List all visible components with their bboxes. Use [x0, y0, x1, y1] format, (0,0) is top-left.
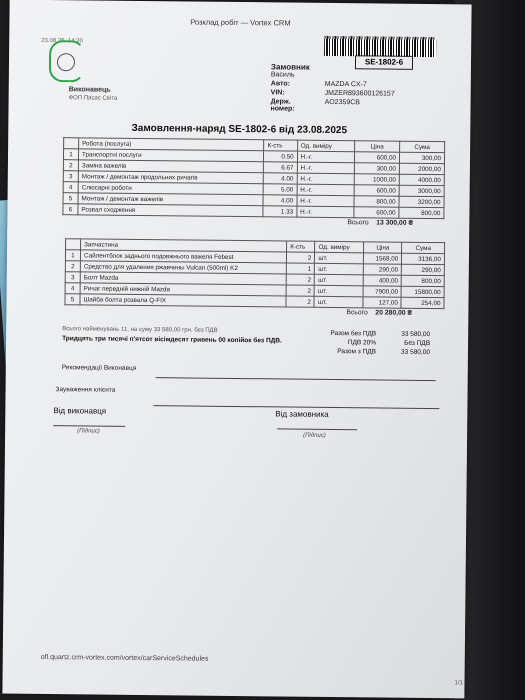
total-without-vat: Разом без ПДВ 33 580,00 — [330, 329, 431, 339]
row-price: 600,00 — [354, 185, 399, 196]
total-with-vat: Разом з ПДВ 33 580,00 — [337, 348, 431, 357]
signature-executor-hint: (Підпис) — [77, 428, 100, 435]
row-qty: 2 — [286, 285, 314, 296]
row-sum: 3136,00 — [402, 253, 445, 264]
row-qty: 6.67 — [264, 162, 297, 173]
row-qty: 1 — [286, 263, 314, 274]
row-number: 1 — [63, 149, 78, 160]
row-name: Заміна важелів — [78, 160, 263, 173]
printed-work-order-sheet — [2, 0, 471, 698]
row-name: Сайлентблок заднього подовжнього важеля Febest — [80, 250, 286, 263]
signature-customer-line — [277, 428, 357, 430]
row-price: 600,00 — [355, 152, 400, 163]
row-number: 2 — [63, 160, 78, 171]
row-price: 127,00 — [363, 297, 401, 308]
col-price: Ціна — [355, 141, 400, 152]
row-price: 300,00 — [354, 163, 399, 174]
row-price: 1000,00 — [354, 174, 399, 185]
customer-field-plate: Держ. номер: AO2359CB — [270, 98, 361, 113]
customer-block — [270, 62, 395, 113]
services-table — [62, 137, 445, 219]
row-name: Транспортні послуги — [78, 149, 263, 162]
row-qty: 2 — [287, 252, 315, 263]
summary-amount-in-words: Тридцять три тисячі п'ятсот вісімдесят гривень 00 копійок без ПДВ. — [62, 335, 282, 345]
executor-label: Виконавець — [68, 86, 111, 94]
col-qty: К-сть — [287, 241, 315, 252]
row-unit: Н.-г. — [297, 206, 355, 218]
row-sum: 2000,00 — [399, 163, 444, 174]
footer-url: ofl.quartz.crm-vortex.com/vortex/carServiceSchedules — [40, 653, 209, 663]
row-unit: шт. — [314, 296, 363, 308]
row-unit: Н.-г. — [297, 173, 355, 185]
recommendations-line — [156, 377, 436, 381]
col-qty: К-сть — [264, 140, 297, 151]
customer-title: Замовник — [270, 62, 310, 72]
row-name: Средство для удаления ржавчины Vulcan (500ml) K2 — [80, 261, 286, 274]
row-number: 3 — [65, 272, 80, 283]
row-price: 290,00 — [364, 264, 402, 275]
row-qty: 2 — [286, 296, 314, 307]
row-price: 600,00 — [354, 207, 399, 218]
print-datetime: 23.08.25, 14:30 — [41, 37, 83, 45]
totals-block — [306, 330, 430, 358]
row-number: 4 — [63, 182, 78, 193]
row-qty: 4.00 — [263, 195, 296, 206]
row-name: Ричаг передній нижній Mazda — [80, 283, 286, 296]
row-number: 6 — [63, 204, 78, 215]
signature-customer-label: Від замовника — [275, 409, 329, 419]
row-number: 4 — [65, 283, 80, 294]
row-name: Монтаж / демонтаж продольних ричагів — [78, 171, 263, 184]
row-unit: шт. — [315, 285, 364, 297]
row-name: Болт Mazda — [80, 272, 286, 285]
row-price: 800,00 — [354, 196, 399, 207]
row-name: Шайба болта розвала Q-FIX — [80, 294, 286, 307]
col-unit: Од. виміру — [315, 241, 364, 253]
parts-table — [64, 238, 445, 309]
col-part: Запчастина — [81, 239, 287, 252]
row-unit: шт. — [315, 252, 364, 264]
row-sum: 800,00 — [402, 275, 445, 286]
row-unit: Н.-г. — [297, 151, 355, 163]
row-unit: шт. — [315, 274, 364, 286]
row-qty: 0.50 — [264, 151, 297, 162]
page-number: 1/1 — [454, 680, 463, 687]
recommendations-label: Рекомендації Виконавця — [61, 364, 137, 372]
row-number: 5 — [65, 294, 80, 305]
services-total: Всього 13 300,00 ₴ — [347, 219, 413, 227]
row-name: Розвал сходження — [78, 204, 263, 217]
row-qty: 5.00 — [263, 184, 296, 195]
row-sum: 290,00 — [402, 264, 445, 275]
row-sum: 15800,00 — [401, 286, 444, 297]
col-unit: Од. виміру — [297, 140, 355, 152]
client-notes-line — [153, 405, 439, 409]
row-qty: 2 — [286, 274, 314, 285]
row-sum: 3000,00 — [399, 185, 444, 196]
row-unit: Н.-г. — [297, 184, 355, 196]
client-notes-label: Зауваження клієнта — [55, 386, 116, 394]
row-price: 7900,00 — [363, 286, 401, 297]
row-qty: 1.33 — [263, 206, 296, 217]
page-header-title: Розклад робіт — Vortex CRM — [190, 17, 291, 28]
row-number: 5 — [63, 193, 78, 204]
barcode — [324, 36, 436, 57]
row-unit: Н.-г. — [297, 195, 355, 207]
signature-executor-label: Від виконавця — [53, 406, 107, 416]
row-price: 400,00 — [363, 275, 401, 286]
col-service: Робота (послуга) — [79, 138, 264, 151]
row-name: Слюсарні роботи — [78, 182, 263, 195]
row-sum: 800,00 — [399, 207, 444, 218]
row-number: 2 — [65, 261, 80, 272]
row-sum: 254,00 — [401, 297, 444, 308]
row-sum: 300,00 — [400, 152, 445, 163]
signature-customer-hint: (Підпис) — [303, 432, 326, 439]
document-code: SE-1802-6 — [355, 55, 413, 70]
order-title: Замовлення-наряд SE-1802-6 від 23.08.2025 — [131, 122, 348, 137]
company-logo-icon — [57, 53, 75, 71]
row-number: 1 — [65, 250, 80, 261]
row-unit: шт. — [315, 263, 364, 275]
row-unit: Н.-г. — [297, 162, 355, 174]
signature-executor-line — [53, 425, 125, 427]
row-sum: 3200,00 — [399, 196, 444, 207]
col-price: Ціна — [364, 242, 402, 253]
customer-field-car: Авто: MAZDA CX-7 — [270, 80, 367, 89]
row-qty: 4.00 — [264, 173, 297, 184]
row-sum: 4000,00 — [399, 174, 444, 185]
parts-total: Всього 20 280,00 ₴ — [346, 309, 413, 317]
row-number: 3 — [63, 171, 78, 182]
vat-row: ПДВ 20% Без ПДВ — [347, 339, 431, 348]
row-name: Монтаж / демонтаж важелів — [78, 193, 263, 206]
executor-name: ФОП Пасас Світа — [68, 95, 118, 102]
summary-text: Всього найменувань 11, на суму 33 580,00 грн. без ПДВ — [62, 326, 218, 334]
row-price: 1568,00 — [364, 253, 402, 264]
customer-name: Василь — [270, 71, 295, 79]
col-sum: Сума — [402, 242, 445, 253]
customer-field-vin: VIN: JMZER893600126157 — [270, 89, 395, 98]
col-sum: Сума — [400, 141, 445, 152]
